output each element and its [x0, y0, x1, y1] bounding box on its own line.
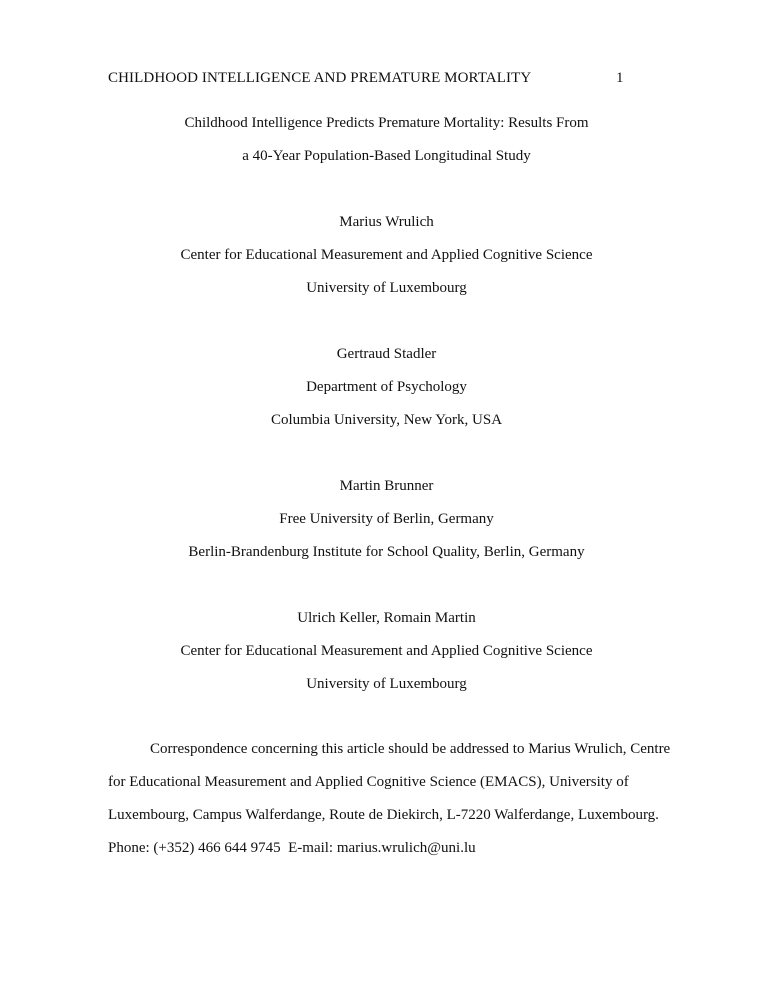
title-line-1: Childhood Intelligence Predicts Premature Mortality: Results From: [184, 115, 589, 131]
author-name: Martin Brunner: [339, 478, 434, 494]
correspondence-line: for Educational Measurement and Applied Cognitive Science (EMACS), University of: [108, 774, 629, 790]
author-name: Gertraud Stadler: [336, 346, 437, 362]
page-number: 1: [616, 70, 624, 86]
correspondence-line: Luxembourg, Campus Walferdange, Route de Diekirch, L-7220 Walferdange, Luxembourg.: [108, 807, 659, 823]
author-affiliation: University of Luxembourg: [306, 676, 467, 692]
author-affiliation: Berlin-Brandenburg Institute for School Quality, Berlin, Germany: [188, 544, 585, 560]
title-line-2: a 40-Year Population-Based Longitudinal Study: [242, 148, 531, 164]
author-affiliation: University of Luxembourg: [306, 280, 467, 296]
correspondence-contact-line: Phone: (+352) 466 644 9745 E-mail: marius.wrulich@uni.lu: [108, 840, 476, 856]
author-affiliation: Free University of Berlin, Germany: [279, 511, 494, 527]
correspondence-line: Correspondence concerning this article should be addressed to Marius Wrulich, Centre: [150, 741, 671, 757]
running-head: CHILDHOOD INTELLIGENCE AND PREMATURE MORTALITY: [108, 70, 532, 86]
author-affiliation: Center for Educational Measurement and Applied Cognitive Science: [180, 247, 593, 263]
author-affiliation: Columbia University, New York, USA: [270, 412, 503, 428]
author-affiliation: Department of Psychology: [306, 379, 467, 395]
author-name: Ulrich Keller, Romain Martin: [297, 610, 476, 626]
author-name: Marius Wrulich: [339, 214, 434, 230]
author-affiliation: Center for Educational Measurement and Applied Cognitive Science: [180, 643, 593, 659]
